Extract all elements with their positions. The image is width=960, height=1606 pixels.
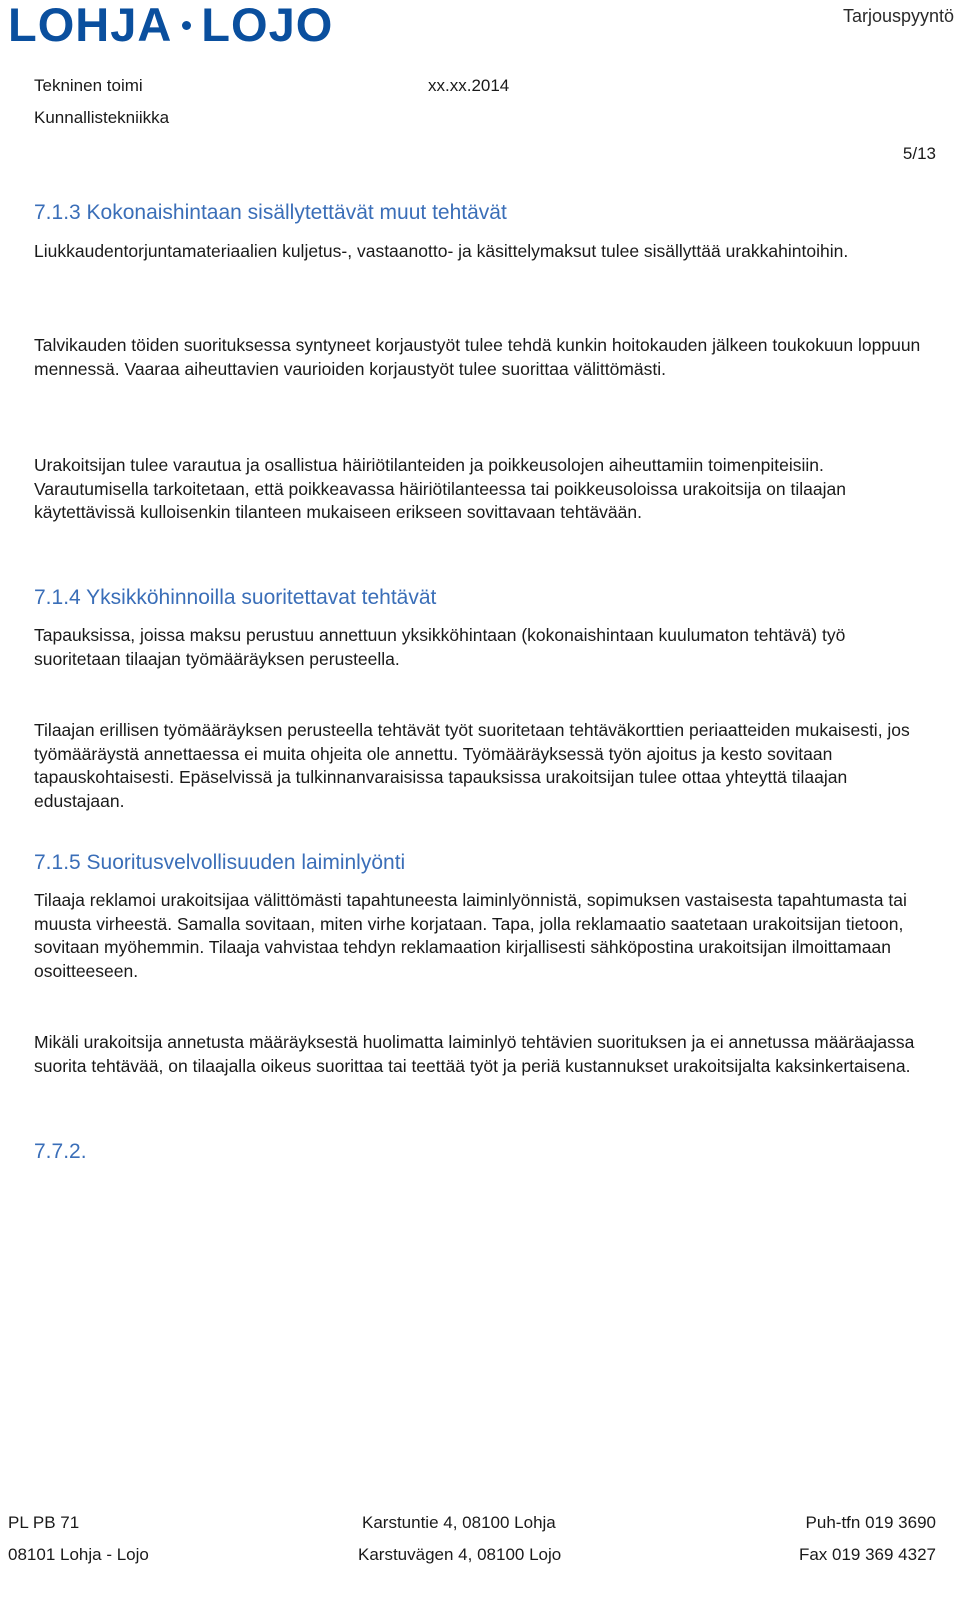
footer-po-box: PL PB 71 [8, 1513, 80, 1532]
lohja-lojo-logo [8, 0, 334, 51]
page-number: 5/13 [902, 144, 936, 163]
logo-text-lojo: LOJO [201, 0, 334, 51]
section-heading-7-7-2: 7.7.2. [34, 1140, 87, 1163]
paragraph-7-1-5-1: Tilaaja reklamoi urakoitsijaa välittömästi tapahtuneesta laiminlyönnistä, sopimuksen vastaisesta tapahtumasta tai muusta virheestä. Samalla sovitaan, miten virhe korjataan. Tapa, jolla reklamaatio saatetaan urakoitsijan tietoon, sovitaan myöhemmin. Tilaaja vahvistaa tehdyn reklamaation kirjallisesti sähköpostina urakoitsijan ilmoittamaan osoitteeseen. [34, 890, 907, 982]
paragraph-7-1-3-1: Liukkaudentorjuntamateriaalien kuljetus-, vastaanotto- ja käsittelymaksut tulee sisällyttää urakkahintoihin. [34, 241, 849, 261]
department-name: Tekninen toimi [34, 76, 143, 95]
footer-address-sv: Karstuvägen 4, 08100 Lojo [358, 1545, 562, 1564]
paragraph-7-1-3-2: Talvikauden töiden suorituksessa syntyneet korjaustyöt tulee tehdä kunkin hoitokauden jälkeen toukokuun loppuun mennessä. Vaaraa aiheuttavien vaurioiden korjaustyöt tulee suorittaa välittömästi. [34, 335, 921, 379]
footer-phone: Puh-tfn 019 3690 [805, 1513, 936, 1532]
document-type: Tarjouspyyntö [842, 6, 954, 26]
unit-name: Kunnallistekniikka [34, 108, 170, 127]
paragraph-7-1-4-2: Tilaajan erillisen työmääräyksen perusteella tehtävät työt suoritetaan tehtäväkorttien periaatteiden mukaisesti, jos työmääräystä annettaessa ei muita ohjeita ole annettu. Työmääräyksessä työn ajoitus ja kesto sovitaan tapauskohtaisesti. Epäselvissä ja tulkinnanvaraisissa tapauksissa urakoitsijan tulee ottaa yhteyttä tilaajan edustajaan. [34, 720, 910, 812]
section-heading-7-1-4: 7.1.4 Yksikköhinnoilla suoritettavat tehtävät [34, 586, 437, 609]
paragraph-7-1-5-2: Mikäli urakoitsija annetusta määräyksestä huolimatta laiminlyö tehtävien suorituksen ja ei annetussa määräajassa suorita tehtävää, on tilaajalla oikeus suorittaa tai teettää työt ja periä kustannukset urakoitsijalta kaksinkertaisena. [34, 1032, 915, 1076]
section-heading-7-1-5: 7.1.5 Suoritusvelvollisuuden laiminlyönti [34, 851, 406, 874]
footer-fax: Fax 019 369 4327 [798, 1545, 936, 1564]
footer-address-fi: Karstuntie 4, 08100 Lohja [362, 1513, 556, 1532]
logo-text-lohja: LOHJA [8, 0, 173, 51]
document-date: xx.xx.2014 [428, 76, 510, 95]
footer-postal: 08101 Lohja - Lojo [8, 1545, 149, 1564]
paragraph-7-1-3-3: Urakoitsijan tulee varautua ja osallistua häiriötilanteiden ja poikkeusolojen aiheuttamiin toimenpiteisiin. Varautumisella tarkoitetaan, että poikkeavassa häiriötilanteessa tai poikkeusoloissa urakoitsija on tilaajan käytettävissä kulloisenkin tilanteen mukaiseen erikseen sovittavaan tehtävään. [34, 455, 846, 523]
paragraph-7-1-4-1: Tapauksissa, joissa maksu perustuu annettuun yksikköhintaan (kokonaishintaan kuulumaton tehtävä) työ suoritetaan tilaajan työmääräyksen perusteella. [34, 625, 846, 669]
logo-dot [182, 21, 191, 30]
section-heading-7-1-3: 7.1.3 Kokonaishintaan sisällytettävät muut tehtävät [34, 201, 507, 224]
